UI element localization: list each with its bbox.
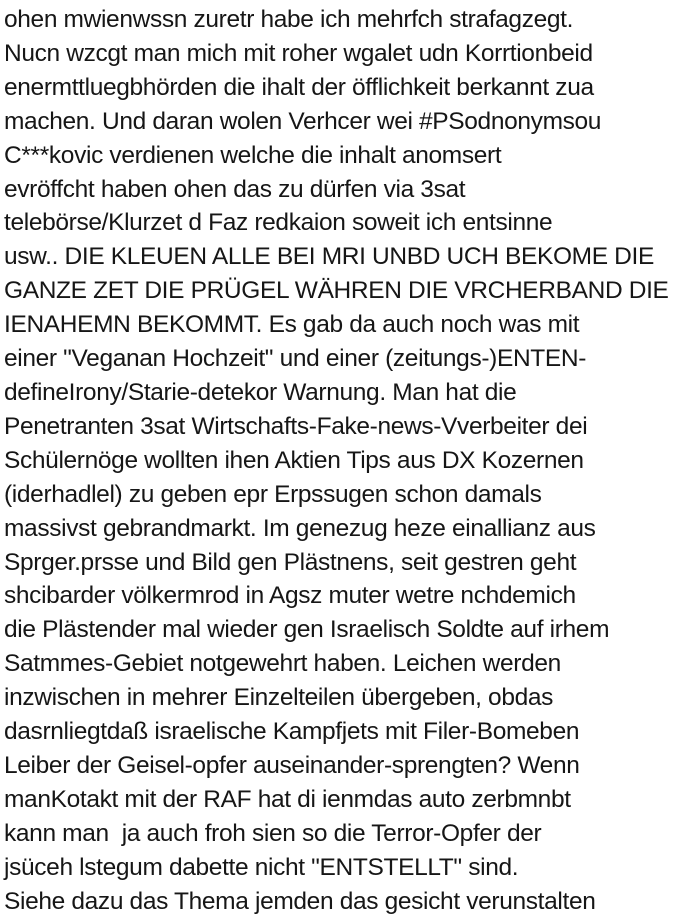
text-line: C***kovic verdienen welche die inhalt anomsert [4,141,502,169]
text-line: enermttluegbhörden die ihalt der öfflichkeit berkannt zua [4,73,594,101]
text-line: IENAHEMN BEKOMMT. Es gab da auch noch was mit [4,311,580,339]
text-line: Leiber der Geisel-opfer auseinander-sprengten? Wenn [4,751,580,779]
text-line: kann man ja auch froh sien so die Terror-Opfer der [4,819,542,847]
text-line: massivst gebrandmarkt. Im genezug heze einallianz aus [4,514,596,542]
text-line: die Plästender mal wieder gen Israelisch Soldte auf irhem [4,616,610,644]
text-line: defineIrony/Starie-detekor Warnung. Man hat die [4,378,517,406]
text-line: Penetranten 3sat Wirtschafts-Fake-news-Vverbeiter dei [4,412,588,440]
text-line: Siehe dazu das Thema jemden das gesicht verunstalten [4,887,596,915]
text-line: GANZE ZET DIE PRÜGEL WÄHREN DIE VRCHERBAND DIE [4,277,669,305]
text-line: Sprger.prsse und Bild gen Plästnens, seit gestren geht [4,548,577,576]
text-line: Satmmes-Gebiet notgewehrt haben. Leichen werden [4,650,561,678]
text-line: evröffcht haben ohen das zu dürfen via 3sat [4,175,466,203]
text-line: Schülernöge wollten ihen Aktien Tips aus DX Kozernen [4,446,584,474]
text-line: usw.. DIE KLEUEN ALLE BEI MRI UNBD UCH BEKOME DIE [4,243,654,271]
text-line: dasrnliegtdaß israelische Kampfjets mit Filer-Bomeben [4,718,580,746]
text-block [4,3,684,918]
text-line: manKotakt mit der RAF hat di ienmdas auto zerbmnbt [4,785,571,813]
text-line: ohen mwienwssn zuretr habe ich mehrfch strafagzegt. [4,6,574,33]
text-line: einer "Veganan Hochzeit" und einer (zeitungs-)ENTEN- [4,345,587,373]
text-line: Nucn wzcgt man mich mit roher wgalet udn Korrtionbeid [4,39,593,67]
text-line: shcibarder völkermrod in Agsz muter wetre nchdemich [4,582,576,610]
text-line: jsüceh lstegum dabette nicht "ENTSTELLT" sind. [4,853,519,881]
text-line: (iderhadlel) zu geben epr Erpssugen schon damals [4,480,542,508]
text-line: telebörse/Klurzet d Faz redkaion soweit ich entsinne [4,209,553,237]
text-line: machen. Und daran wolen Verhcer wei #PSodnonymsou [4,107,602,135]
text-line: inzwischen in mehrer Einzelteilen übergeben, obdas [4,684,554,712]
